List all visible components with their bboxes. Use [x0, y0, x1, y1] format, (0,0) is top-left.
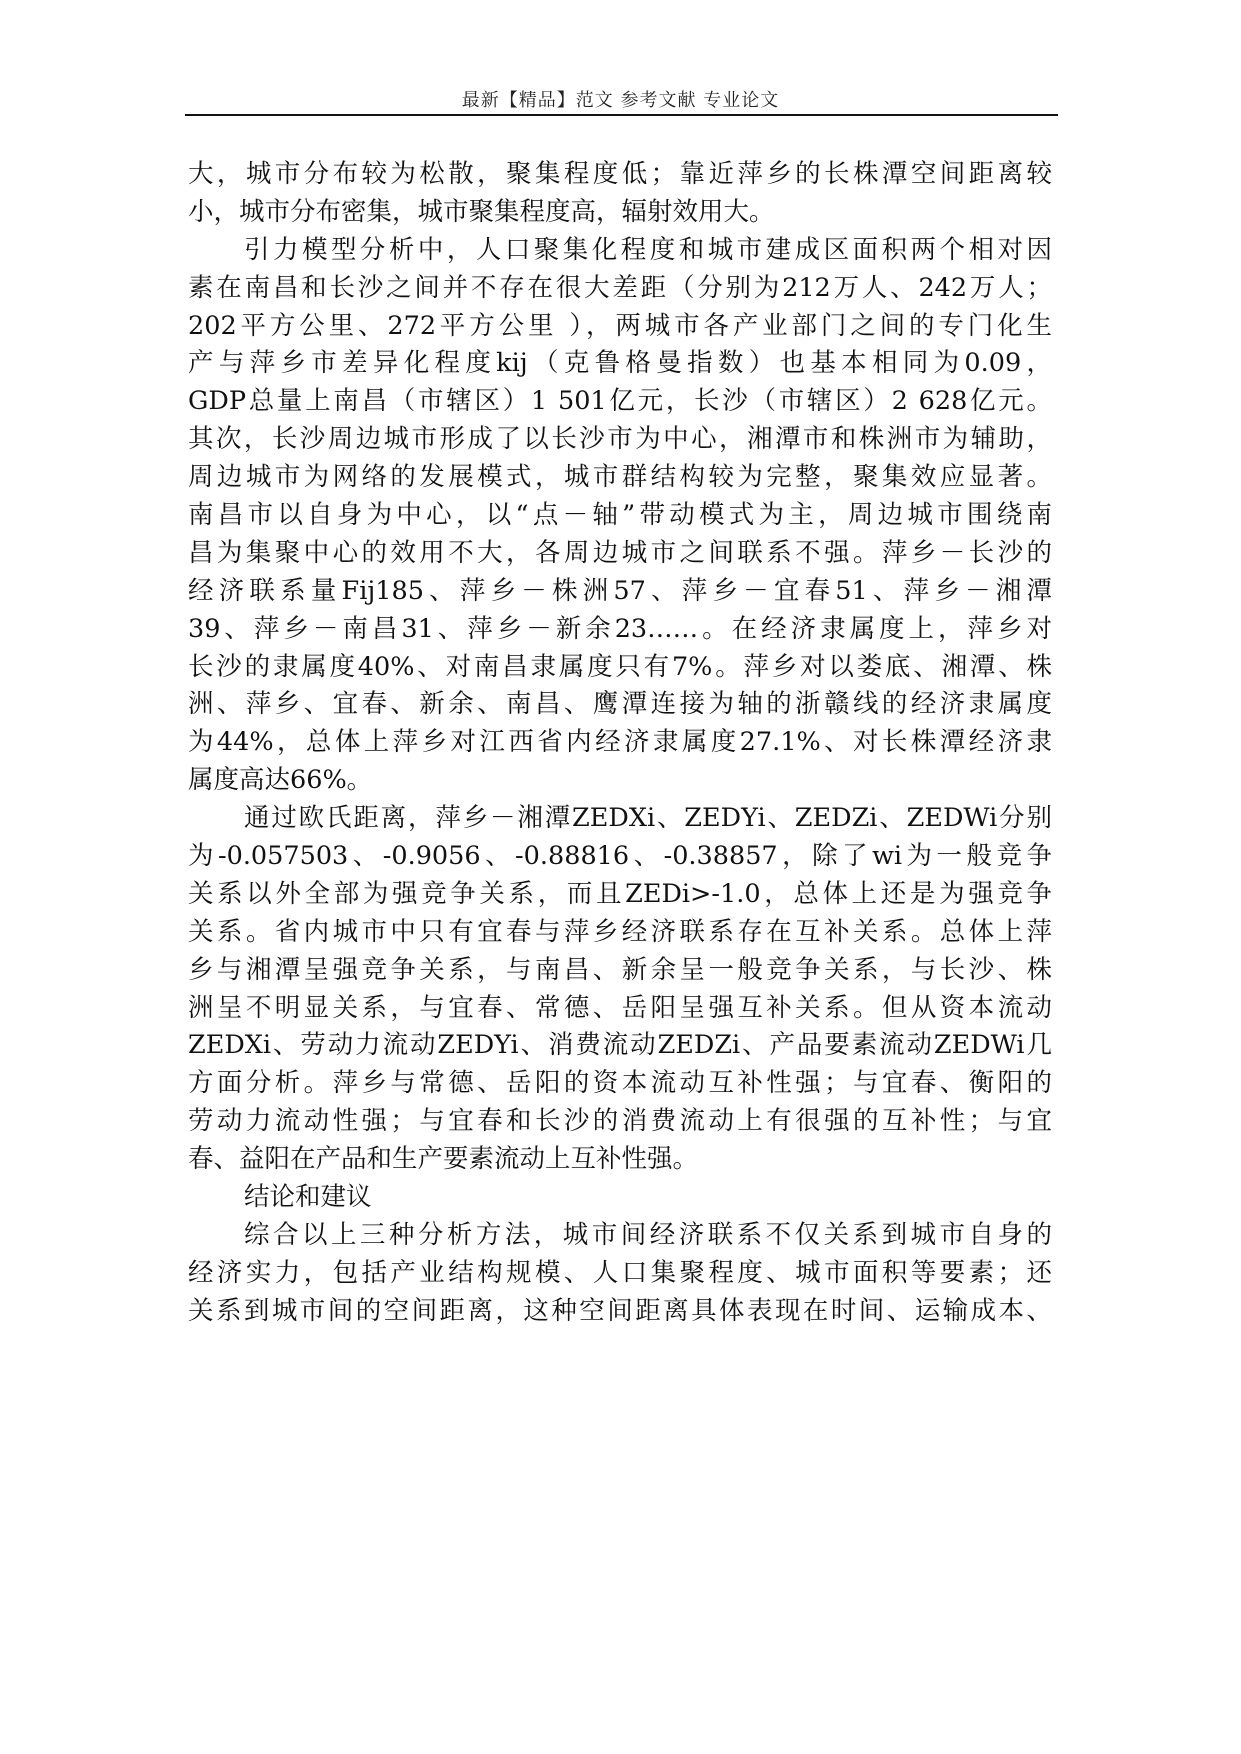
- text-line: 素在南昌和长沙之间并不存在很大差距（分别为212万人、242万人；: [188, 272, 1052, 303]
- text-line: 关系以外全部为强竞争关系，而且ZEDi>-1.0，总体上还是为强竞争: [188, 878, 1052, 909]
- text-line: 产与萍乡市差异化程度kij（克鲁格曼指数）也基本相同为0.09，: [188, 348, 1052, 379]
- text-line: 昌为集聚中心的效用不大，各周边城市之间联系不强。萍乡－长沙的: [188, 537, 1052, 568]
- text-line: 南昌市以自身为中心，以“点－轴”带动模式为主，周边城市围绕南: [188, 500, 1052, 531]
- text-line: 属度高达66%。: [188, 765, 373, 796]
- text-line: 关系到城市间的空间距离，这种空间距离具体表现在时间、运输成本、: [188, 1295, 1052, 1326]
- text-line: 202平方公里、272平方公里 ），两城市各产业部门之间的专门化生: [188, 310, 1052, 341]
- document-body: [188, 156, 1052, 1331]
- paragraph-first-line: 结论和建议: [244, 1182, 372, 1213]
- text-line: 春、益阳在产品和生产要素流动上互补性强。: [188, 1144, 699, 1175]
- text-line: 小，城市分布密集，城市聚集程度高，辐射效用大。: [188, 196, 775, 227]
- text-line: 洲、萍乡、宜春、新余、南昌、鹰潭连接为轴的浙赣线的经济隶属度: [188, 689, 1052, 720]
- text-line: 其次，长沙周边城市形成了以长沙市为中心，湘潭市和株洲市为辅助，: [188, 424, 1052, 455]
- text-line: 洲呈不明显关系，与宜春、常德、岳阳呈强互补关系。但从资本流动: [188, 992, 1052, 1023]
- text-line: 39、萍乡－南昌31、萍乡－新余23……。在经济隶属度上，萍乡对: [188, 613, 1052, 644]
- text-line: 乡与湘潭呈强竞争关系，与南昌、新余呈一般竞争关系，与长沙、株: [188, 954, 1052, 985]
- paragraph-first-line: 综合以上三种分析方法，城市间经济联系不仅关系到城市自身的: [244, 1219, 1052, 1250]
- text-line: 大，城市分布较为松散，聚集程度低；靠近萍乡的长株潭空间距离较: [188, 159, 1052, 189]
- text-line: 经济实力，包括产业结构规模、人口集聚程度、城市面积等要素；还: [188, 1257, 1052, 1288]
- text-line: 经济联系量Fij185、萍乡－株洲57、萍乡－宜春51、萍乡－湘潭: [188, 575, 1052, 606]
- text-line: GDP总量上南昌（市辖区）1 501亿元，长沙（市辖区）2 628亿元。: [188, 386, 1052, 417]
- paragraph-first-line: 通过欧氏距离，萍乡－湘潭ZEDXi、ZEDYi、ZEDZi、ZEDWi分别: [244, 803, 1052, 834]
- paragraph-first-line: 引力模型分析中，人口聚集化程度和城市建成区面积两个相对因: [244, 234, 1052, 265]
- text-line: ZEDXi、劳动力流动ZEDYi、消费流动ZEDZi、产品要素流动ZEDWi几: [188, 1030, 1052, 1061]
- header-divider: [185, 114, 1058, 116]
- text-line: 长沙的隶属度40%、对南昌隶属度只有7%。萍乡对以娄底、湘潭、株: [188, 651, 1052, 682]
- page-header-title: 最新【精品】范文 参考文献 专业论文: [461, 90, 780, 111]
- text-line: 为44%，总体上萍乡对江西省内经济隶属度27.1%、对长株潭经济隶: [188, 727, 1052, 758]
- text-line: 为-0.057503、-0.9056、-0.88816、-0.38857，除了wi为一般竞争: [188, 841, 1052, 872]
- text-line: 周边城市为网络的发展模式，城市群结构较为完整，聚集效应显著。: [188, 462, 1052, 493]
- text-line: 劳动力流动性强；与宜春和长沙的消费流动上有很强的互补性；与宜: [188, 1106, 1052, 1137]
- text-line: 方面分析。萍乡与常德、岳阳的资本流动互补性强；与宜春、衡阳的: [188, 1068, 1052, 1099]
- text-line: 关系。省内城市中只有宜春与萍乡经济联系存在互补关系。总体上萍: [188, 916, 1052, 947]
